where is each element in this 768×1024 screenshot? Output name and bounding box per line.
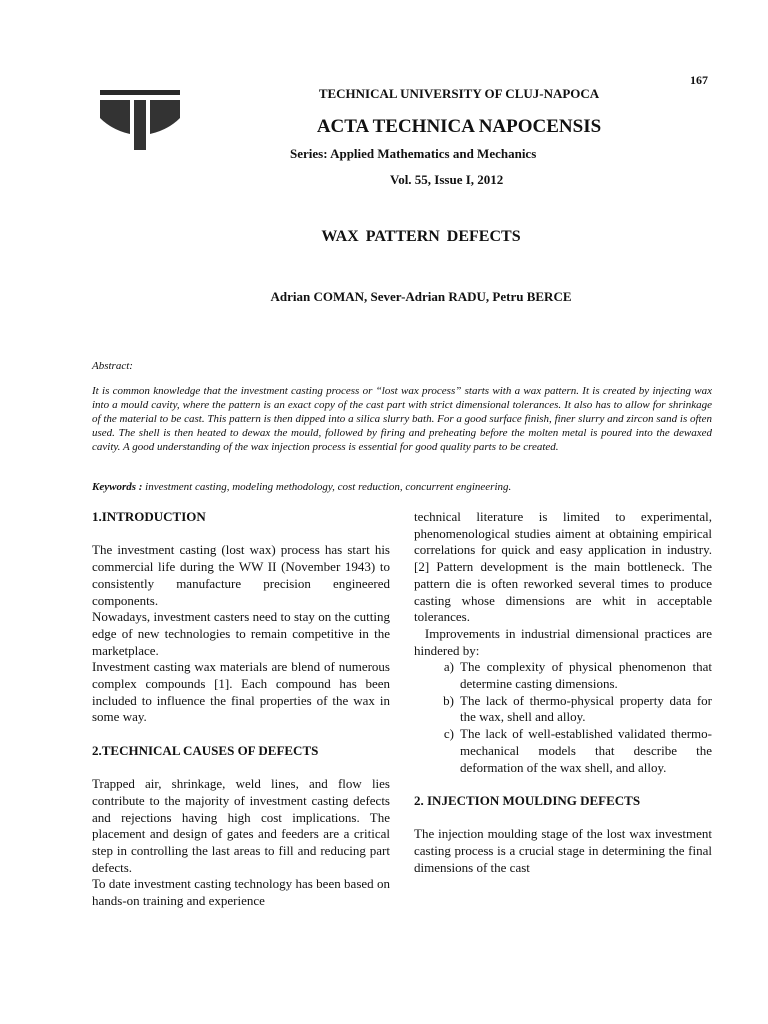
list-item (414, 693, 712, 726)
paragraph: The investment casting (lost wax) process has start his commercial life during the WW II (November 1943) to consistently manufacture precision engineered components. (92, 542, 390, 608)
keywords (92, 481, 712, 493)
paper-title: WAX PATTERN DEFECTS (321, 228, 521, 245)
journal-series: Series: Applied Mathematics and Mechanics (290, 146, 537, 161)
paper-authors: Adrian COMAN, Sever-Adrian RADU, Petru BERCE (270, 289, 572, 304)
list-marker: c) (443, 726, 454, 742)
abstract-text: It is common knowledge that the investment casting process or “lost wax process” starts with a wax pattern. It is created by injecting wax into a mould cavity, where the pattern is an exact copy of the cast part with strict dimensional tolerances. It also has to allow for shrinkage of the material to be cast. This pattern is then dipped into a silica slurry bath. For a good surface finish, finer slurry and zircon sand is often used. The shell is then heated to dewax the mould, followed by firing and preheating before the molten metal is poured into the dewaxed cavity. A good understanding of the wax injection process is essential for good quality parts to be created. (92, 385, 712, 453)
list-item-text: The lack of well-established validated thermo-mechanical models that describe the deformation of the wax shell, and alloy. (460, 726, 712, 775)
list-item-text: The lack of thermo-physical property data for the wax, shell and alloy. (460, 692, 712, 725)
paragraph: To date investment casting technology has been based on hands-on training and experience (92, 876, 390, 909)
university-logo (100, 90, 180, 150)
keywords-text: investment casting, modeling methodology, cost reduction, concurrent engineering. (142, 481, 512, 493)
section-heading-injection-moulding: 2. INJECTION MOULDING DEFECTS (414, 792, 641, 808)
journal-volume: Vol. 55, Issue I, 2012 (390, 172, 504, 187)
hindrance-list (414, 659, 712, 776)
paragraph: Investment casting wax materials are blend of numerous complex compounds [1]. Each compound has been included to influence the final properties of the wax in some way. (92, 659, 390, 725)
keywords-label: Keywords : (92, 481, 143, 493)
paragraph: The injection moulding stage of the lost wax investment casting process is a crucial stage in determining the final dimensions of the cast (414, 826, 712, 875)
list-item (414, 726, 712, 776)
list-marker: a) (443, 659, 454, 675)
abstract-label: Abstract: (92, 360, 133, 372)
journal-title: ACTA TECHNICA NAPOCENSIS (316, 116, 602, 137)
list-item-text: The complexity of physical phenomenon that determine casting dimensions. (460, 659, 712, 692)
paragraph: Trapped air, shrinkage, weld lines, and flow lies contribute to the majority of investment casting defects and rejections having high cost implications. The placement and design of gates and feeders are a critical step in controlling the last areas to fill and reducing part defects. (92, 776, 390, 875)
list-item (414, 659, 712, 692)
paragraph: technical literature is limited to experimental, phenomenological studies aiment at obtaining empirical correlations for quick and easy application in industry.[2] Pattern development is the main bottleneck. The pattern die is often reworked several times to produce casting whose dimensions are whit in acceptable tolerances. (414, 509, 712, 625)
paragraph: Improvements in industrial dimensional practices are hindered by: (414, 625, 716, 658)
page-number: 167 (690, 73, 708, 87)
section-heading-introduction: 1.INTRODUCTION (92, 509, 206, 524)
left-column (92, 509, 390, 910)
section-heading-technical-causes: 2.TECHNICAL CAUSES OF DEFECTS (92, 742, 319, 758)
paragraph: Nowadays, investment casters need to stay on the cutting edge of new technologies to remain competitive in the marketplace. (92, 609, 390, 658)
list-marker: b) (443, 692, 454, 708)
right-column (414, 509, 716, 876)
university-name: TECHNICAL UNIVERSITY OF CLUJ-NAPOCA (318, 86, 600, 101)
